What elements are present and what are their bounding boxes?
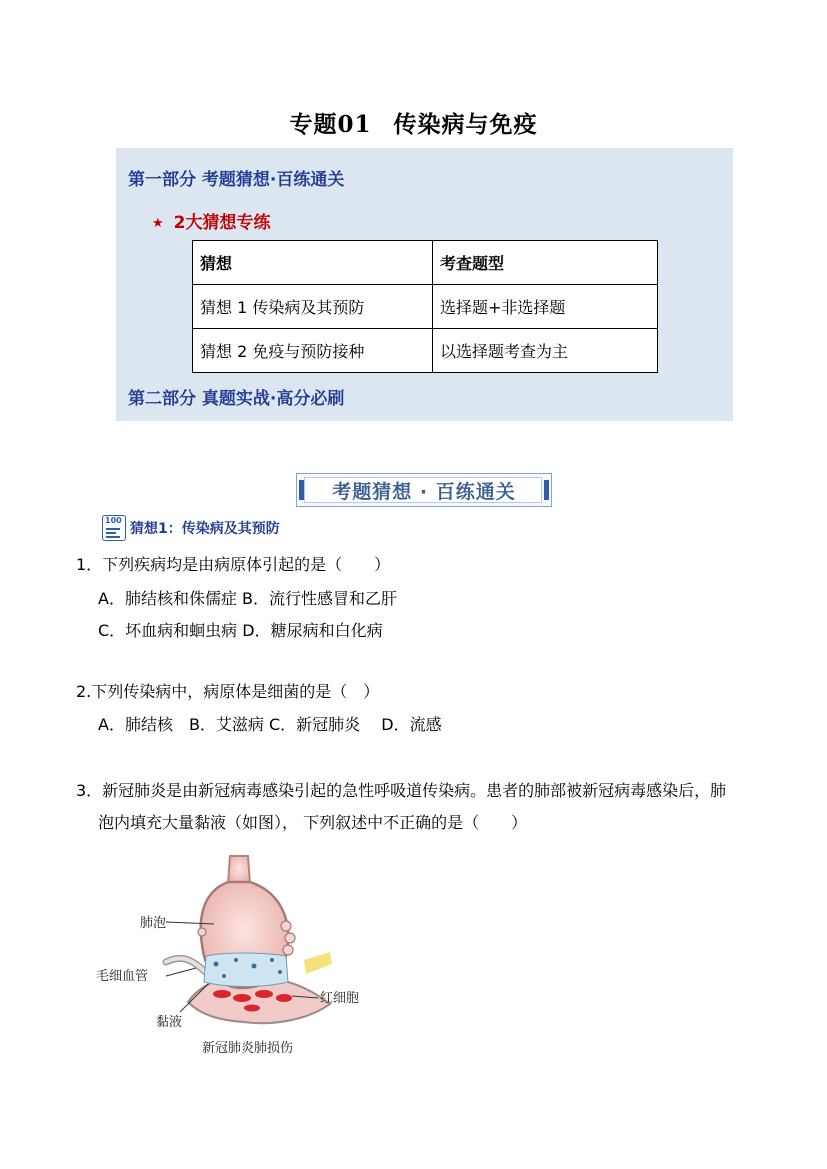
- title-name: 传染病与免疫: [393, 111, 538, 138]
- page-title: [0, 106, 827, 139]
- table-cell: 猜想 2 免疫与预防接种: [193, 329, 433, 373]
- red-blood-cell: [255, 990, 273, 998]
- part2-heading: 第二部分 真题实战·高分必刷: [128, 389, 345, 409]
- alveolus-figure: [96, 852, 386, 1064]
- table-cell: 猜想 1 传染病及其预防: [193, 285, 433, 329]
- tissue-strip: [304, 952, 332, 974]
- question-2-stem: 2.下列传染病中，病原体是细菌的是（ ）: [76, 682, 380, 701]
- guess-heading: [152, 208, 271, 233]
- guess-heading-text: 2大猜想专练: [173, 213, 271, 233]
- question-3-stem-line2: 泡内填充大量黏液（如图）， 下列叙述中不正确的是（ ）: [98, 813, 528, 832]
- table-header-row: [193, 241, 658, 285]
- airway: [228, 856, 250, 884]
- title-topic: 专题01: [289, 111, 372, 138]
- red-blood-cell: [276, 994, 292, 1002]
- figure-caption: 新冠肺炎肺损伤: [202, 1041, 294, 1056]
- label-capillary: 毛细血管: [96, 969, 149, 984]
- table-header-cell: 猜想: [193, 241, 433, 285]
- question-2-option-row: A．肺结核 B．艾滋病 C．新冠肺炎 D．流感: [98, 715, 442, 734]
- checklist-icon: [102, 515, 126, 541]
- red-blood-cell: [244, 1005, 260, 1012]
- question-1-option-row: A．肺结核和侏儒症 B．流行性感冒和乙肝: [98, 589, 398, 608]
- table-cell: 以选择题考查为主: [433, 329, 658, 373]
- checklist-icon-number: 100: [105, 516, 122, 525]
- question-1-option-row: C．坏血病和蛔虫病 D．糖尿病和白化病: [98, 621, 383, 640]
- question-3-stem-line1: 3．新冠肺炎是由新冠病毒感染引起的急性呼吸道传染病。患者的肺部被新冠病毒感染后，肺: [76, 781, 727, 800]
- section-banner: [296, 473, 552, 507]
- question-1-stem: 1．下列疾病均是由病原体引起的是（ ）: [76, 555, 391, 574]
- table-row: [193, 285, 658, 329]
- part1-heading: 第一部分 考题猜想·百练通关: [128, 170, 345, 190]
- table-cell: 选择题+非选择题: [433, 285, 658, 329]
- mucus-layer: [204, 953, 288, 987]
- banner-text: 考题猜想 · 百练通关: [332, 481, 516, 503]
- label-alveolus: 肺泡: [140, 916, 167, 931]
- table-header-cell: 考查题型: [433, 241, 658, 285]
- section-title: 猜想1：传染病及其预防: [130, 521, 280, 537]
- table-row: [193, 329, 658, 373]
- label-mucus: 黏液: [156, 1015, 183, 1030]
- star-icon: ★: [152, 216, 164, 231]
- red-blood-cell: [233, 994, 251, 1002]
- summary-box: [116, 148, 733, 421]
- red-blood-cell: [213, 990, 231, 998]
- guess-table: [192, 240, 658, 373]
- label-red-cell: 红细胞: [320, 991, 360, 1006]
